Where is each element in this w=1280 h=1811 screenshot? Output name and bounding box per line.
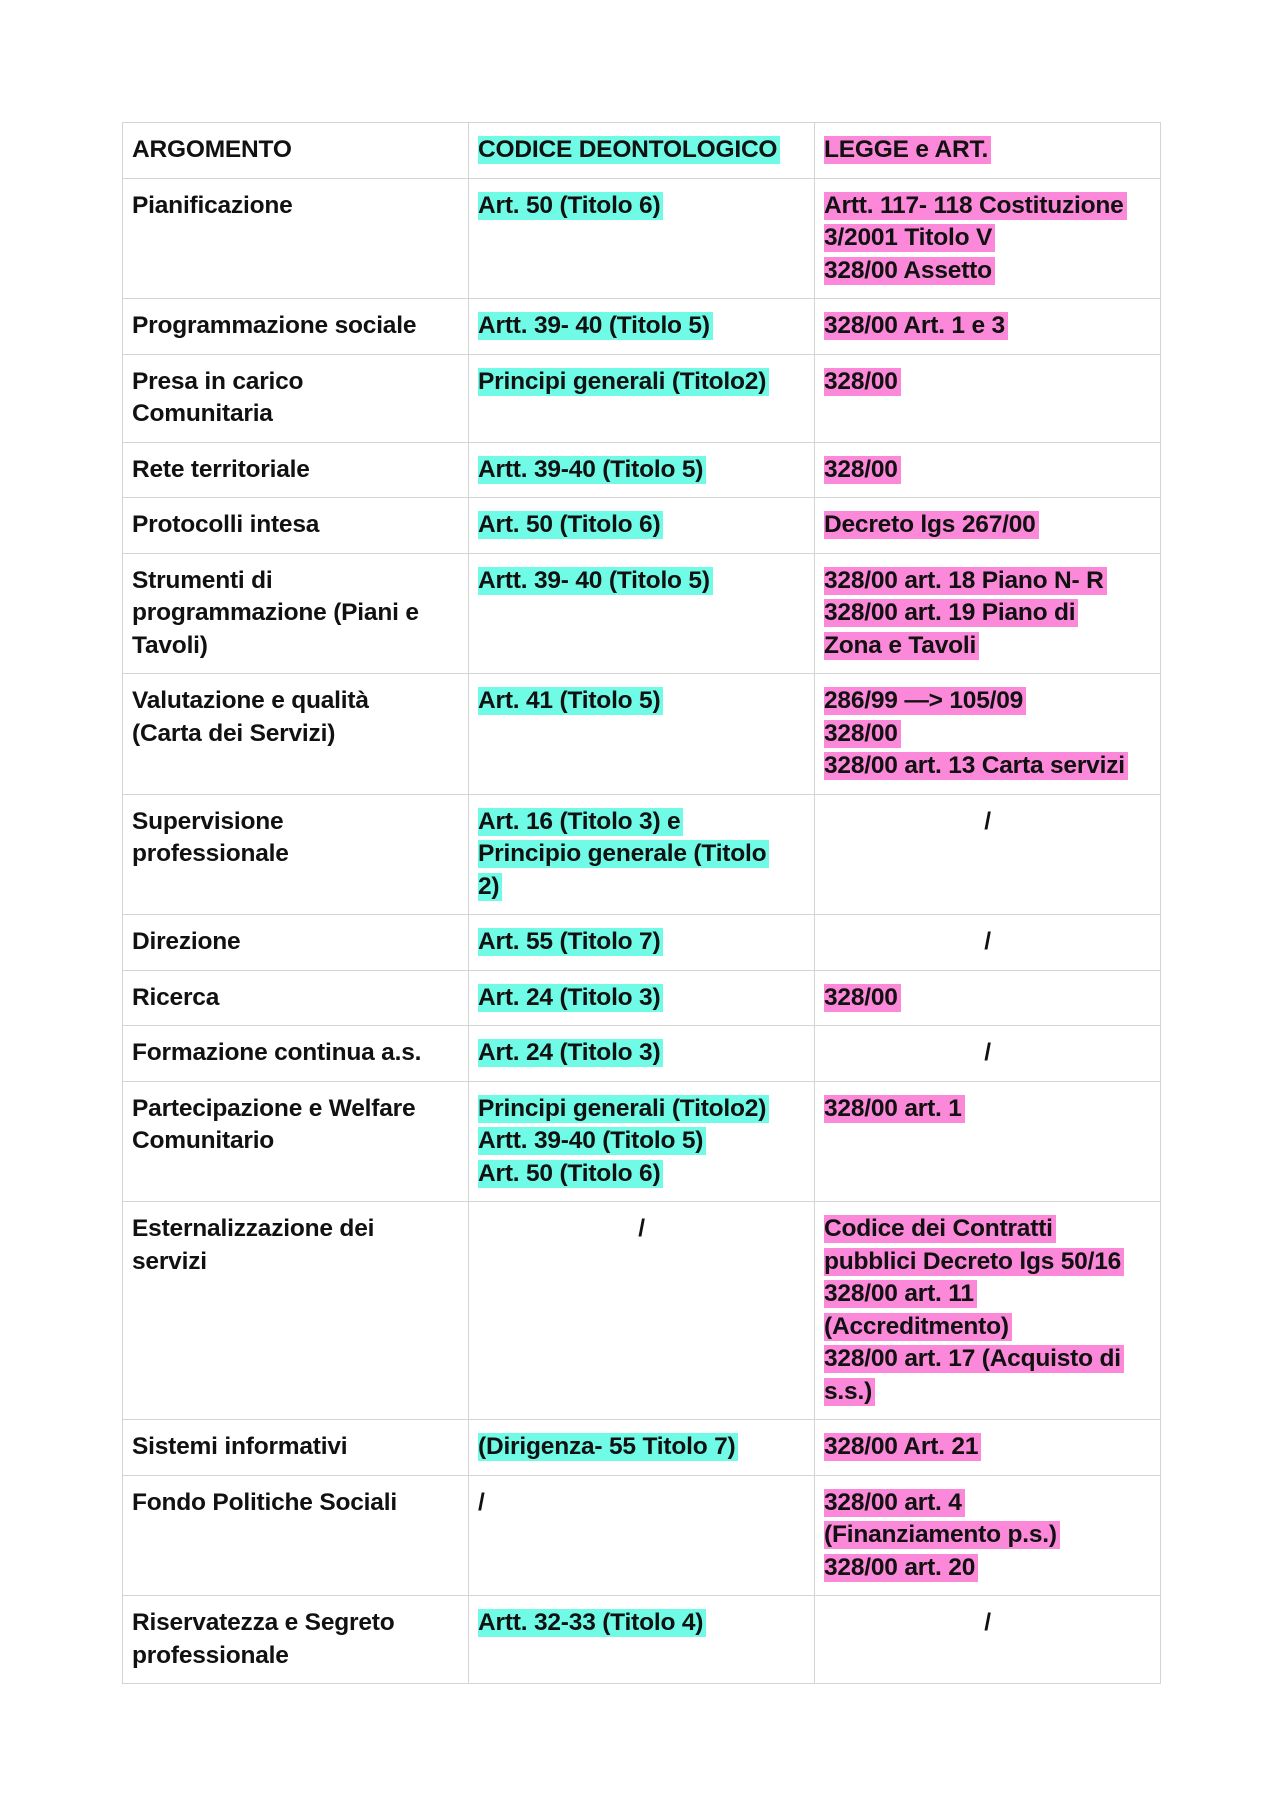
cell-legge-art <box>815 1475 1161 1596</box>
cell-line <box>132 630 459 663</box>
cell-text: Pianificazione <box>132 191 293 219</box>
table-row <box>123 794 1161 915</box>
cell-text: 328/00 Art. 1 e 3 <box>824 312 1008 340</box>
cell-text: Programmazione sociale <box>132 312 417 339</box>
cell-text: Esternalizzazione dei <box>132 1215 375 1242</box>
cell-codice-deontologico <box>469 1081 815 1202</box>
cell-line <box>824 190 1151 223</box>
cell-text: 328/00 <box>824 984 901 1012</box>
cell-text: Sistemi informativi <box>132 1433 348 1460</box>
cell-codice-deontologico <box>469 178 815 299</box>
cell-text: (Dirigenza- 55 Titolo 7) <box>478 1433 738 1461</box>
table-row <box>123 178 1161 299</box>
cell-text: / <box>638 1215 645 1242</box>
cell-text: / <box>984 1609 991 1636</box>
cell-legge-art <box>815 553 1161 674</box>
cell-line <box>132 1640 459 1673</box>
table-row <box>123 1596 1161 1684</box>
table-row <box>123 553 1161 674</box>
cell-line <box>132 310 459 343</box>
cell-legge-art <box>815 915 1161 971</box>
table-body <box>123 123 1161 1684</box>
table-row <box>123 299 1161 355</box>
cell-text: Principio generale (Titolo <box>478 840 769 868</box>
cell-text: Comunitario <box>132 1127 275 1154</box>
cell-argomento <box>123 299 469 355</box>
cell-codice-deontologico <box>469 442 815 498</box>
table-row <box>123 1202 1161 1420</box>
header-cell-argomento <box>123 123 469 179</box>
cell-text: / <box>984 928 991 955</box>
header-line <box>824 134 1151 167</box>
cell-legge-art <box>815 1202 1161 1420</box>
cell-argomento <box>123 794 469 915</box>
cell-line <box>478 926 805 959</box>
cell-text: Presa in carico <box>132 367 304 395</box>
table-row <box>123 1026 1161 1082</box>
cell-legge-art <box>815 1081 1161 1202</box>
table-row <box>123 442 1161 498</box>
cell-line <box>132 926 459 959</box>
cell-argomento <box>123 1202 469 1420</box>
cell-legge-art <box>815 1026 1161 1082</box>
cell-line <box>824 1607 1151 1640</box>
cell-line <box>824 750 1151 783</box>
cell-text: 328/00 art. 4 <box>824 1489 965 1517</box>
cell-text: Valutazione e qualità <box>132 687 369 714</box>
table-row <box>123 970 1161 1026</box>
cell-line <box>478 982 805 1015</box>
cell-text: (Carta dei Servizi) <box>132 719 336 747</box>
cell-codice-deontologico <box>469 553 815 674</box>
cell-line <box>824 1552 1151 1585</box>
cell-argomento <box>123 915 469 971</box>
cell-text: 328/00 art. 17 (Acquisto di <box>824 1345 1124 1373</box>
cell-text: servizi <box>132 1247 207 1275</box>
header-row <box>123 123 1161 179</box>
comparison-table <box>122 122 1161 1684</box>
cell-line <box>824 597 1151 630</box>
cell-line <box>478 190 805 223</box>
cell-text: Tavoli) <box>132 631 208 659</box>
cell-codice-deontologico <box>469 1475 815 1596</box>
cell-legge-art <box>815 970 1161 1026</box>
cell-text: Artt. 117- 118 Costituzione <box>824 192 1127 220</box>
cell-argomento <box>123 354 469 442</box>
cell-text: 328/00 art. 20 <box>824 1554 978 1582</box>
table-row <box>123 1081 1161 1202</box>
cell-text: Partecipazione e Welfare <box>132 1094 416 1122</box>
cell-codice-deontologico <box>469 915 815 971</box>
cell-text: Codice dei Contratti <box>824 1215 1056 1243</box>
cell-line <box>824 718 1151 751</box>
cell-legge-art <box>815 354 1161 442</box>
table-row <box>123 1420 1161 1476</box>
cell-line <box>132 806 459 839</box>
cell-line <box>824 509 1151 542</box>
cell-line <box>132 1037 459 1070</box>
cell-line <box>824 982 1151 1015</box>
cell-line <box>478 685 805 718</box>
cell-text: 286/99 —> 105/09 <box>824 687 1026 715</box>
cell-text: 328/00 art. 18 Piano N- R <box>824 567 1107 595</box>
header-line <box>132 134 459 167</box>
cell-argomento <box>123 178 469 299</box>
cell-text: Artt. 39- 40 (Titolo 5) <box>478 567 713 595</box>
cell-codice-deontologico <box>469 674 815 795</box>
cell-text: Supervisione <box>132 807 284 835</box>
cell-text: / <box>478 1488 485 1516</box>
cell-line <box>824 630 1151 663</box>
cell-line <box>478 366 805 399</box>
header-text: LEGGE e ART. <box>824 136 991 164</box>
cell-text: 328/00 art. 19 Piano di <box>824 599 1078 627</box>
cell-text: 328/00 Art. 21 <box>824 1433 981 1461</box>
cell-line <box>824 222 1151 255</box>
cell-line <box>824 685 1151 718</box>
cell-text: Direzione <box>132 928 241 955</box>
cell-text: 328/00 Assetto <box>824 257 995 285</box>
cell-argomento <box>123 970 469 1026</box>
cell-line <box>824 1246 1151 1279</box>
cell-legge-art <box>815 1420 1161 1476</box>
cell-text: (Finanziamento p.s.) <box>824 1521 1060 1549</box>
cell-line <box>132 454 459 487</box>
cell-line <box>824 310 1151 343</box>
cell-line <box>478 509 805 542</box>
cell-codice-deontologico <box>469 498 815 554</box>
cell-text: (Accreditmento) <box>824 1313 1012 1341</box>
cell-argomento <box>123 674 469 795</box>
cell-legge-art <box>815 299 1161 355</box>
cell-line <box>132 1246 459 1279</box>
cell-legge-art <box>815 178 1161 299</box>
cell-line <box>478 1158 805 1191</box>
cell-line <box>478 1487 805 1520</box>
cell-text: Artt. 39-40 (Titolo 5) <box>478 456 706 484</box>
cell-text: Art. 50 (Titolo 6) <box>478 192 663 220</box>
header-cell-codice-deontologico <box>469 123 815 179</box>
cell-line <box>824 255 1151 288</box>
cell-line <box>824 366 1151 399</box>
cell-line <box>824 1037 1151 1070</box>
cell-argomento <box>123 498 469 554</box>
cell-line <box>824 806 1151 839</box>
cell-line <box>824 1519 1151 1552</box>
cell-line <box>824 926 1151 959</box>
cell-line <box>478 1607 805 1640</box>
cell-line <box>132 1607 459 1640</box>
cell-line <box>132 597 459 630</box>
cell-argomento <box>123 1596 469 1684</box>
cell-text: Art. 55 (Titolo 7) <box>478 928 663 956</box>
cell-line <box>132 982 459 1015</box>
cell-text: Artt. 39-40 (Titolo 5) <box>478 1127 706 1155</box>
cell-line <box>824 1093 1151 1126</box>
cell-text: s.s.) <box>824 1378 875 1406</box>
cell-text: 328/00 <box>824 456 901 484</box>
cell-line <box>478 1037 805 1070</box>
cell-line <box>132 190 459 223</box>
cell-codice-deontologico <box>469 970 815 1026</box>
cell-line <box>132 565 459 598</box>
cell-text: 328/00 <box>824 368 901 396</box>
cell-argomento <box>123 1420 469 1476</box>
cell-line <box>478 1125 805 1158</box>
cell-line <box>824 1311 1151 1344</box>
cell-line <box>824 1487 1151 1520</box>
cell-text: professionale <box>132 840 289 867</box>
cell-line <box>132 838 459 871</box>
cell-text: Art. 16 (Titolo 3) e <box>478 808 683 836</box>
cell-line <box>478 806 805 839</box>
cell-text: Art. 50 (Titolo 6) <box>478 1160 663 1188</box>
cell-line <box>132 1487 459 1520</box>
cell-line <box>824 454 1151 487</box>
cell-line <box>824 1431 1151 1464</box>
header-text: ARGOMENTO <box>132 136 292 163</box>
cell-line <box>478 871 805 904</box>
cell-text: pubblici Decreto lgs 50/16 <box>824 1248 1124 1276</box>
cell-text: 328/00 art. 1 <box>824 1095 965 1123</box>
cell-text: Rete territoriale <box>132 455 310 483</box>
cell-text: Riservatezza e Segreto <box>132 1609 395 1636</box>
header-cell-legge-art <box>815 123 1161 179</box>
table-row <box>123 1475 1161 1596</box>
cell-line <box>824 1343 1151 1376</box>
cell-text: Fondo Politiche Sociali <box>132 1488 397 1516</box>
cell-line <box>132 509 459 542</box>
cell-text: professionale <box>132 1641 289 1669</box>
cell-codice-deontologico <box>469 1026 815 1082</box>
cell-text: 328/00 art. 13 Carta servizi <box>824 752 1128 780</box>
table-row <box>123 498 1161 554</box>
cell-line <box>824 1278 1151 1311</box>
cell-text: Zona e Tavoli <box>824 632 979 660</box>
cell-argomento <box>123 1026 469 1082</box>
cell-line <box>132 685 459 718</box>
cell-text: / <box>984 1039 991 1066</box>
cell-codice-deontologico <box>469 794 815 915</box>
cell-line <box>132 1125 459 1158</box>
cell-codice-deontologico <box>469 1420 815 1476</box>
cell-text: programmazione (Piani e <box>132 599 419 626</box>
cell-text: 328/00 art. 11 <box>824 1280 977 1308</box>
table-row <box>123 354 1161 442</box>
cell-legge-art <box>815 1596 1161 1684</box>
cell-argomento <box>123 442 469 498</box>
cell-line <box>824 1376 1151 1409</box>
cell-argomento <box>123 1475 469 1596</box>
header-text: CODICE DEONTOLOGICO <box>478 136 780 164</box>
cell-text: Principi generali (Titolo2) <box>478 368 769 396</box>
cell-line <box>478 1431 805 1464</box>
cell-legge-art <box>815 794 1161 915</box>
cell-text: Artt. 32-33 (Titolo 4) <box>478 1609 706 1637</box>
cell-line <box>132 1093 459 1126</box>
cell-text: Strumenti di <box>132 566 273 594</box>
cell-text: 2) <box>478 873 502 901</box>
cell-line <box>132 398 459 431</box>
cell-line <box>132 718 459 751</box>
cell-codice-deontologico <box>469 299 815 355</box>
cell-text: 3/2001 Titolo V <box>824 224 995 252</box>
cell-text: Comunitaria <box>132 400 273 427</box>
cell-line <box>824 1213 1151 1246</box>
cell-text: Decreto lgs 267/00 <box>824 511 1039 539</box>
cell-line <box>824 565 1151 598</box>
cell-legge-art <box>815 674 1161 795</box>
cell-line <box>478 1093 805 1126</box>
cell-line <box>132 366 459 399</box>
cell-codice-deontologico <box>469 1596 815 1684</box>
cell-text: / <box>984 807 991 835</box>
header-line <box>478 134 805 167</box>
cell-legge-art <box>815 498 1161 554</box>
cell-line <box>132 1431 459 1464</box>
cell-text: Protocolli intesa <box>132 511 320 538</box>
cell-text: Formazione continua a.s. <box>132 1039 422 1066</box>
table-row <box>123 674 1161 795</box>
cell-line <box>478 1213 805 1246</box>
cell-legge-art <box>815 442 1161 498</box>
table-row <box>123 915 1161 971</box>
cell-text: Artt. 39- 40 (Titolo 5) <box>478 312 713 340</box>
cell-argomento <box>123 1081 469 1202</box>
cell-text: Principi generali (Titolo2) <box>478 1095 769 1123</box>
cell-line <box>478 565 805 598</box>
cell-text: Art. 50 (Titolo 6) <box>478 511 663 539</box>
cell-line <box>132 1213 459 1246</box>
cell-text: Ricerca <box>132 983 220 1011</box>
cell-codice-deontologico <box>469 354 815 442</box>
cell-text: Art. 24 (Titolo 3) <box>478 984 663 1012</box>
cell-line <box>478 838 805 871</box>
cell-text: Art. 24 (Titolo 3) <box>478 1039 663 1067</box>
cell-line <box>478 454 805 487</box>
cell-codice-deontologico <box>469 1202 815 1420</box>
cell-argomento <box>123 553 469 674</box>
cell-text: Art. 41 (Titolo 5) <box>478 687 663 715</box>
cell-text: 328/00 <box>824 720 901 748</box>
cell-line <box>478 310 805 343</box>
